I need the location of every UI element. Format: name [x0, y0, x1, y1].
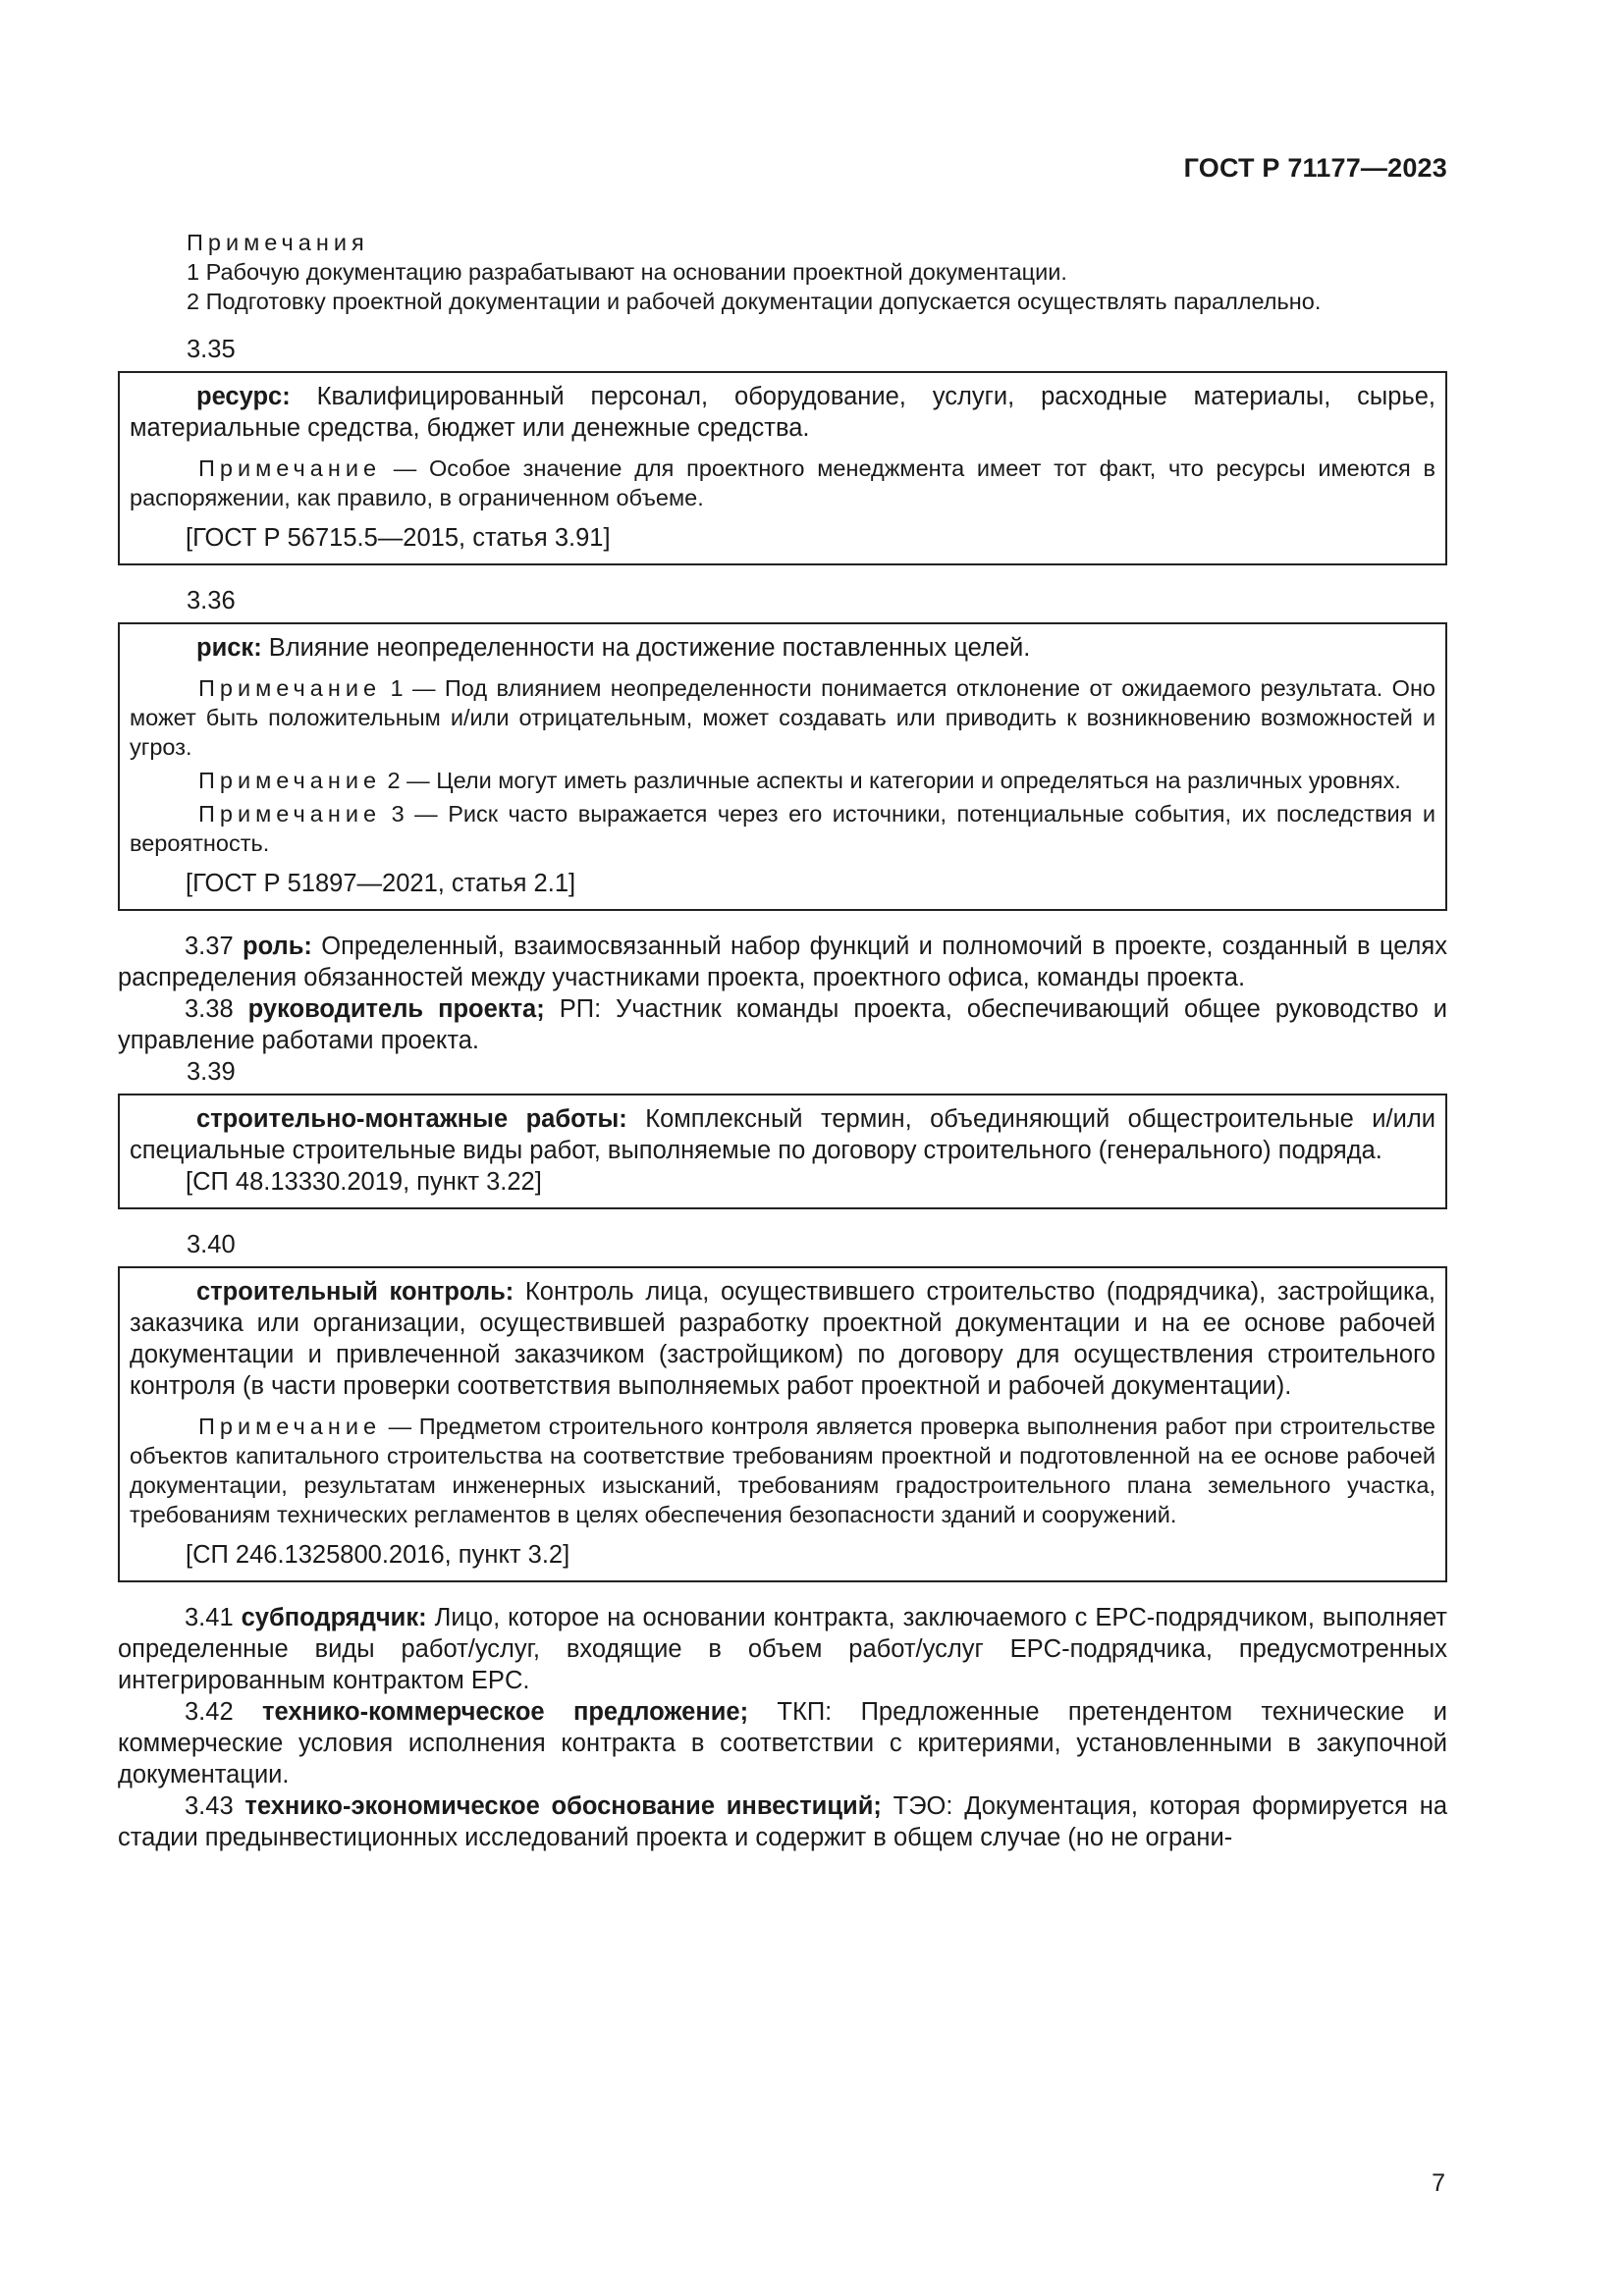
- term-source: [ГОСТ Р 56715.5—2015, статья 3.91]: [186, 524, 611, 552]
- note-label: Примечание: [198, 801, 382, 827]
- note-text: — Особое значение для проектного менеджмента имеет тот факт, что ресурсы имеются в распоряжении, как правило, в ограниченном объеме.: [130, 455, 1435, 510]
- term-number: 3.43: [185, 1792, 234, 1820]
- term-text: Влияние неопределенности на достижение поставленных целей.: [261, 634, 1031, 662]
- term-note: [130, 454, 1435, 512]
- term-note-1: [130, 673, 1435, 762]
- term-name: риск:: [196, 634, 262, 662]
- term-name: руководитель проекта;: [247, 995, 545, 1023]
- note-label: Примечание: [198, 1414, 382, 1439]
- note-text: 1 — Под влиянием неопределенности понимается отклонение от ожидаемого результата. Оно может быть положительным и/или отрицательным, может создавать или приводить к возникновению возможностей и угроз.: [130, 675, 1435, 760]
- term-name: роль:: [243, 933, 312, 960]
- term-box-3-35: [118, 371, 1447, 565]
- term-definition: [130, 632, 1435, 664]
- term-box-3-39: [118, 1094, 1447, 1209]
- term-name: субподрядчик:: [241, 1604, 427, 1631]
- notes-heading: Примечания: [187, 230, 369, 255]
- page-content: [118, 228, 1447, 1853]
- term-number: 3.37: [185, 933, 234, 960]
- note-line-1: 1 Рабочую документацию разрабатывают на основании проектной документации.: [187, 259, 1067, 285]
- term-name: технико-экономическое обоснование инвестиций;: [244, 1792, 882, 1820]
- term-number-3-35: 3.35: [187, 336, 236, 363]
- term-text: Комплексный термин, объединяющий общестроительные и/или специальные строительные виды работ, выполняемые по договору строительного (генерального) подряда.: [130, 1105, 1435, 1164]
- term-number: 3.42: [185, 1698, 234, 1726]
- term-source: [ГОСТ Р 51897—2021, статья 2.1]: [186, 870, 576, 897]
- term-text: РП: Участник команды проекта, обеспечивающий общее руководство и управление работами проекта.: [118, 995, 1447, 1054]
- term-note: [130, 1412, 1435, 1529]
- term-box-3-40: [118, 1266, 1447, 1582]
- term-name: ресурс:: [196, 383, 291, 410]
- term-text: Лицо, которое на основании контракта, заключаемого с EPC-подрядчиком, выполняет определенные виды работ/услуг, входящие в объем работ/услуг EPC-подрядчика, предусмотренных интегрированным контрактом EPC.: [118, 1604, 1447, 1694]
- note-text: 2 — Цели могут иметь различные аспекты и категории и определяться на различных уровнях.: [381, 768, 1401, 793]
- term-3-41: [118, 1602, 1447, 1696]
- term-number-3-36: 3.36: [187, 587, 236, 614]
- term-note-2: [130, 766, 1435, 795]
- note-line-2: 2 Подготовку проектной документации и рабочей документации допускается осуществлять параллельно.: [187, 289, 1322, 314]
- term-text: ТКП: Предложенные претендентом технические и коммерческие условия исполнения контракта в соответствии с критериями, установленными в закупочной документации.: [118, 1698, 1447, 1789]
- term-number: 3.38: [185, 995, 234, 1023]
- term-box-3-36: [118, 622, 1447, 911]
- term-3-37: [118, 931, 1447, 993]
- page-number: 7: [1432, 2169, 1445, 2197]
- note-text: 3 — Риск часто выражается через его источники, потенциальные события, их последствия и вероятность.: [130, 801, 1435, 856]
- term-definition: [130, 1103, 1435, 1166]
- term-name: строительно-монтажные работы:: [196, 1105, 627, 1133]
- note-label: Примечание: [198, 768, 382, 793]
- term-source: [СП 246.1325800.2016, пункт 3.2]: [186, 1541, 570, 1569]
- term-definition: [130, 381, 1435, 444]
- term-source: [СП 48.13330.2019, пункт 3.22]: [186, 1168, 542, 1196]
- term-text: Квалифицированный персонал, оборудование, услуги, расходные материалы, сырье, материальные средства, бюджет или денежные средства.: [130, 383, 1435, 442]
- term-note-3: [130, 799, 1435, 858]
- term-number: 3.41: [185, 1604, 234, 1631]
- document-id-header: ГОСТ Р 71177—2023: [1183, 153, 1447, 183]
- term-number-3-39: 3.39: [187, 1058, 236, 1086]
- note-label: Примечание: [198, 455, 382, 481]
- note-label: Примечание: [198, 675, 382, 701]
- term-text: Определенный, взаимосвязанный набор функций и полномочий в проекте, созданный в целях распределения обязанностей между участниками проекта, проектного офиса, команды проекта.: [118, 933, 1447, 991]
- term-name: строительный контроль:: [196, 1278, 514, 1306]
- term-name: технико-коммерческое предложение;: [261, 1698, 749, 1726]
- note-text: — Предметом строительного контроля является проверка выполнения работ при строительстве объектов капитального строительства на соответствие требованиям проектной и подготовленной на ее основе рабочей документации, результатам инженерных изысканий, требованиям градостроительного плана земельного участка, требованиям технических регламентов в целях обеспечения безопасности зданий и сооружений.: [130, 1414, 1435, 1527]
- term-text: Контроль лица, осуществившего строительство (подрядчика), застройщика, заказчика или организации, осуществившей разработку проектной документации и на ее основе рабочей документации и привлеченной заказчиком (застройщиком) по договору для осуществления строительного контроля (в части проверки соответствия выполняемых работ проектной и рабочей документации).: [130, 1278, 1436, 1400]
- term-text: ТЭО: Документация, которая формируется на стадии предынвестиционных исследований проекта и содержит в общем случае (но не ограни-: [118, 1792, 1447, 1851]
- term-definition: [130, 1276, 1435, 1402]
- term-3-42: [118, 1696, 1447, 1790]
- term-3-43: [118, 1790, 1447, 1853]
- term-3-38: [118, 993, 1447, 1056]
- term-number-3-40: 3.40: [187, 1231, 236, 1258]
